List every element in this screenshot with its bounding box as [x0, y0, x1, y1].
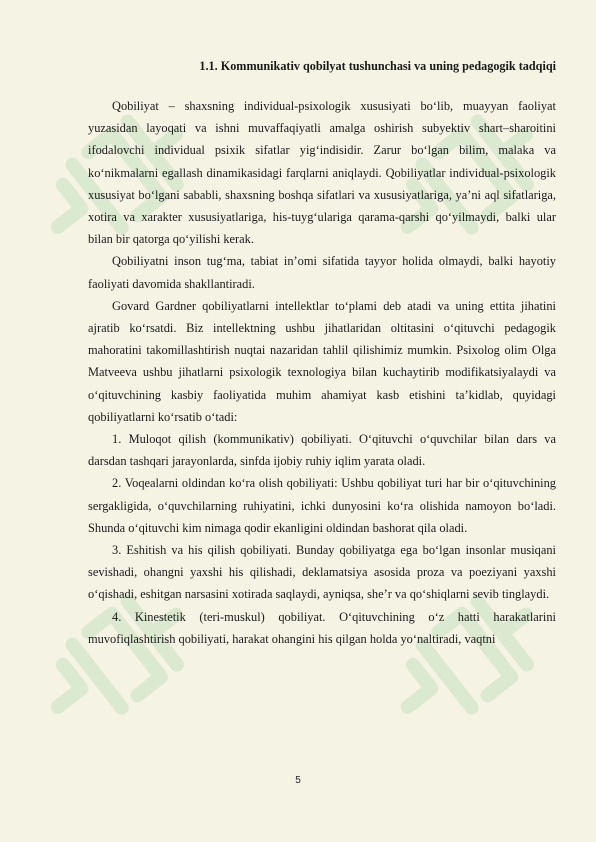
list-item-communicative: 1. Muloqot qilish (kommunikativ) qobiliyati. O‘qituvchi o‘quvchilar bilan dars va darsdan tashqari jarayonlarda, sinfda ijobiy ruhiy iqlim yarata oladi.	[88, 432, 556, 469]
paragraph-gardner: Govard Gardner qobiliyatlarni intellektlar to‘plami deb atadi va uning ettita jihatini ajratib ko‘rsatdi. Biz intellektning ushbu jihatlaridan oltitasini o‘qituvchi pedagogik mahoratini takomillashtirish nuqtai nazaridan tahlil qilishimiz mumkin. Psixolog olim Olga Matveeva ushbu jihatlarni psixologik texnologiya bilan kuchaytirib modifikatsiyalaydi va o‘qituvchining kasbiy faoliyatida muhim ahamiyat kasb etishini ta’kidlab, quyidagi qobiliyatlarni ko‘rsatib o‘tadi:	[88, 298, 556, 424]
page-number: 5	[295, 775, 301, 786]
list-item-listening: 3. Eshitish va his qilish qobiliyati. Bunday qobiliyatga ega bo‘lgan insonlar musiqani sevishadi, ohangni yaxshi his qilishadi, deklamatsiya asosida proza va poeziyani yaxshi o‘qishadi, eshitgan narsasini xotirada saqlaydi, ayniqsa, she’r va qo‘shiqlarni sevib tinglaydi.	[88, 543, 556, 602]
document-body	[88, 95, 556, 650]
list-item-kinesthetic: 4. Kinestetik (teri-muskul) qobiliyat. O‘qituvchining o‘z hatti harakatlarini muvofiqlashtirish qobiliyati, harakat ohangini his qilgan holda yo‘naltiradi, vaqtni	[88, 609, 556, 646]
list-item-foresight: 2. Voqealarni oldindan ko‘ra olish qobiliyati: Ushbu qobiliyat turi har bir o‘qituvchining sergakligida, o‘quvchilarning ruhiyatini, ichki dunyosini ko‘ra olishida namoyon bo‘ladi. Shunda o‘qituvchi kim nimaga qodir ekanligini oldindan bashorat qila oladi.	[88, 476, 556, 535]
paragraph-qobiliyat-formation: Qobiliyatni inson tug‘ma, tabiat in’omi sifatida tayyor holida olmaydi, balki hayotiy faoliyati davomida shakllantiradi.	[88, 254, 556, 291]
paragraph-qobiliyat-definition: Qobiliyat – shaxsning individual-psixologik xususiyati bo‘lib, muayyan faoliyat yuzasidan layoqati va ishni muvaffaqiyatli amalga oshirish subyektiv shart–sharoitini ifodalovchi individual psixik sifatlar yig‘indisidir. Zarur bo‘lgan bilim, malaka va ko‘nikmalarni egallash dinamikasidagi farqlarni aniqlaydi. Qobiliyatlar individual-psixologik xususiyat bo‘lgani sababli, shaxsning boshqa sifatlari va xususiyatlariga, ya’ni aql sifatlariga, xotira va xarakter xususiyatlariga, his-tuyg‘ulariga qarama-qarshi qo‘yilmaydi, balki ular bilan bir qatorga qo‘yilishi kerak.	[88, 99, 556, 247]
section-title: 1.1. Kommunikativ qobilyat tushunchasi va uning pedagogik tadqiqi	[199, 59, 556, 73]
